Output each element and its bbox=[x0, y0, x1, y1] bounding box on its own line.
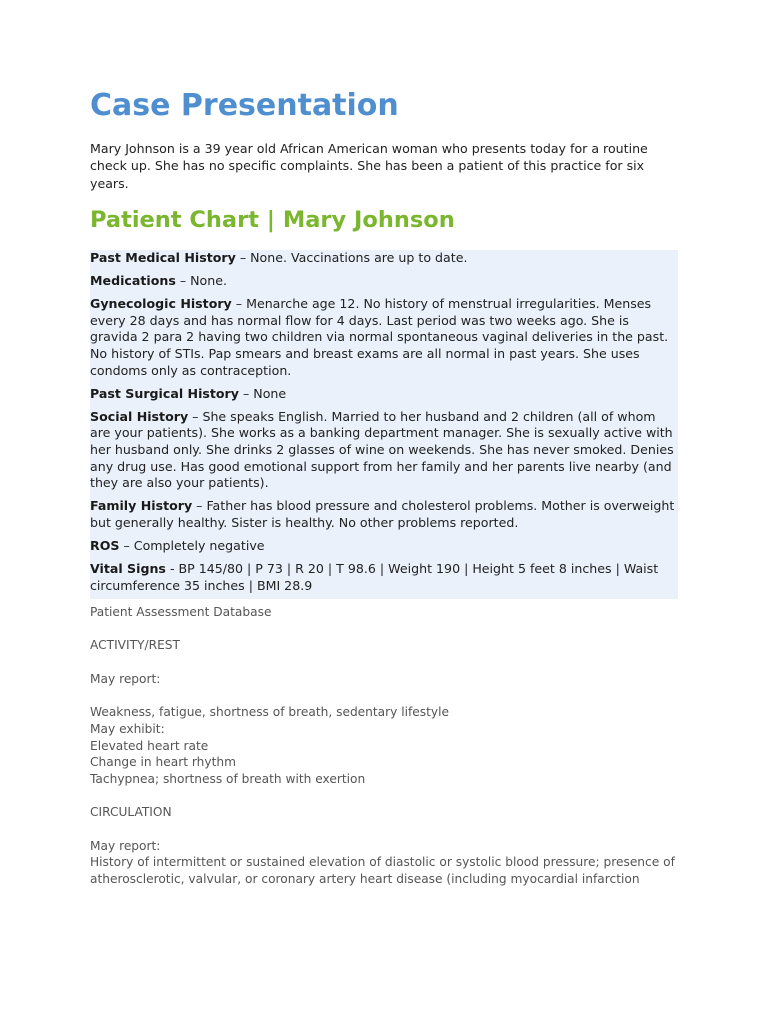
activity-exhibit-item: Tachypnea; shortness of breath with exertion bbox=[90, 771, 366, 786]
page-title: Case Presentation bbox=[90, 88, 399, 123]
activity-exhibit-item: Change in heart rhythm bbox=[90, 755, 236, 770]
medications: Medications – None. bbox=[90, 273, 227, 289]
intro-paragraph: Mary Johnson is a 39 year old African American woman who presents today for a routine check up. She has no specific complaints. She has been a patient of this practice for six years. bbox=[90, 141, 648, 191]
patient-chart-box bbox=[90, 250, 678, 599]
ros: ROS – Completely negative bbox=[90, 537, 265, 553]
assessment-database bbox=[90, 604, 678, 888]
gynecologic-history: Gynecologic History – Menarche age 12. No history of menstrual irregularities. Menses every 28 days and has normal flow for 4 days. Last period was two weeks ago. She is gravida 2 para 2 having two children via normal spontaneous vaginal deliveries in the past. No history of STIs. Pap smears and breast exams are all normal in past years. She uses condoms only as contraception. bbox=[90, 296, 669, 378]
activity-may-report: May report: bbox=[90, 671, 161, 686]
past-medical-history: Past Medical History – None. Vaccinations are up to date. bbox=[90, 250, 468, 265]
vital-signs: Vital Signs - BP 145/80 | P 73 | R 20 | T 98.6 | Weight 190 | Height 5 feet 8 inches | Waist circumference 35 inches | BMI 28.9 bbox=[90, 561, 659, 593]
chart-heading: Patient Chart | Mary Johnson bbox=[90, 207, 455, 233]
circulation-may-report: May report: bbox=[90, 838, 161, 853]
activity-may-exhibit: May exhibit: bbox=[90, 721, 165, 736]
social-history: Social History – She speaks English. Married to her husband and 2 children (all of whom are your patients). She works as a banking department manager. She is sexually active with her husband only. She drinks 2 glasses of wine on weekends. She has never smoked. Denies any drug use. Has good emotional support from her family and her parents live nearby (and they are also your patients). bbox=[90, 408, 674, 491]
circulation-heading: CIRCULATION bbox=[90, 805, 172, 820]
activity-report-text: Weakness, fatigue, shortness of breath, sedentary lifestyle bbox=[90, 705, 450, 720]
past-surgical-history: Past Surgical History – None bbox=[90, 385, 287, 401]
activity-exhibit-item: Elevated heart rate bbox=[90, 738, 209, 753]
family-history: Family History – Father has blood pressure and cholesterol problems. Mother is overweight but generally healthy. Sister is healthy. No other problems reported. bbox=[90, 498, 675, 530]
circulation-report-text: History of intermittent or sustained elevation of diastolic or systolic blood pressure; presence of atherosclerotic, valvular, or coronary artery heart disease (including myocardial infarction bbox=[90, 855, 679, 887]
assessment-heading: Patient Assessment Database bbox=[90, 605, 272, 619]
activity-heading: ACTIVITY/REST bbox=[90, 638, 180, 653]
